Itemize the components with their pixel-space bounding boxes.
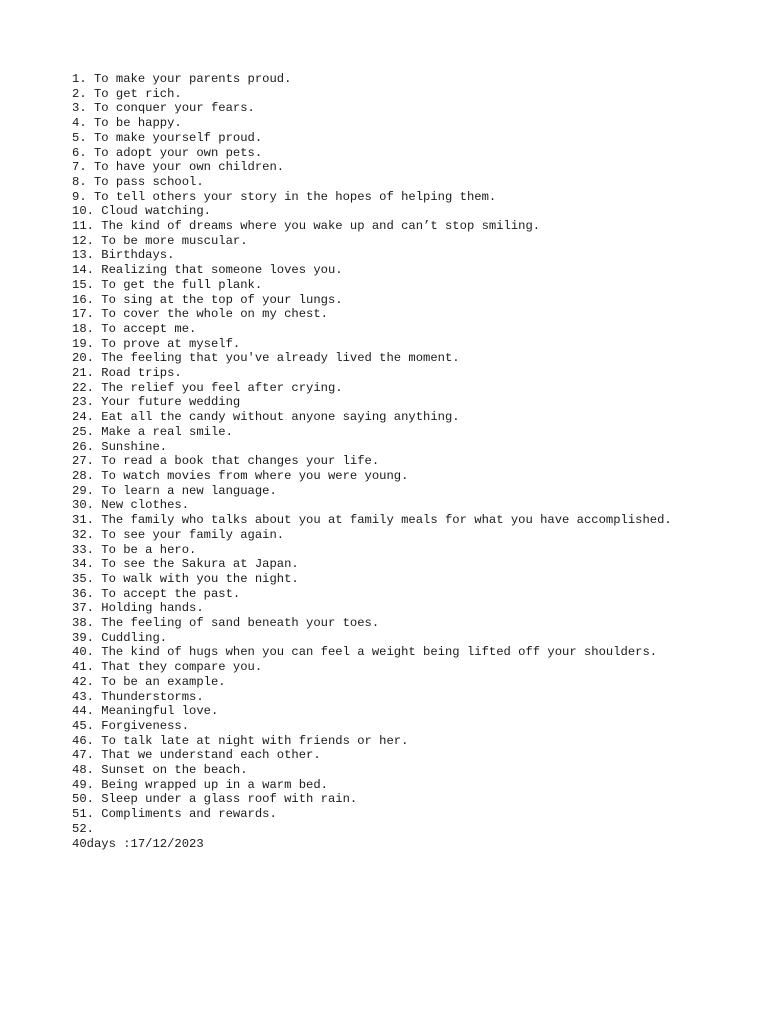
list-item: 43. Thunderstorms. xyxy=(72,689,204,704)
list-item: 52. xyxy=(72,821,94,836)
list-item: 37. Holding hands. xyxy=(72,601,204,616)
list-item: 6. To adopt your own pets. xyxy=(72,145,263,160)
list-item: 5. To make yourself proud. xyxy=(72,130,263,145)
list-item: 44. Meaningful love. xyxy=(72,704,219,719)
list-item: 33. To be a hero. xyxy=(72,542,197,557)
list-item: 49. Being wrapped up in a warm bed. xyxy=(72,777,328,792)
list-item: 26. Sunshine. xyxy=(72,439,168,454)
list-item: 41. That they compare you. xyxy=(72,660,263,675)
list-item: 31. The family who talks about you at family meals for what you have accomplished. xyxy=(72,513,672,528)
list-item: 38. The feeling of sand beneath your toes. xyxy=(72,616,380,631)
list-item: 45. Forgiveness. xyxy=(72,718,190,733)
list-item: 20. The feeling that you've already lived the moment. xyxy=(72,351,460,366)
list-item: 25. Make a real smile. xyxy=(72,424,233,439)
list-item: 3. To conquer your fears. xyxy=(72,101,255,116)
list-item: 21. Road trips. xyxy=(72,366,182,381)
list-item: 50. Sleep under a glass roof with rain. xyxy=(72,792,358,807)
list-item: 40. The kind of hugs when you can feel a weight being lifted off your shoulders. xyxy=(72,645,658,660)
list-item: 12. To be more muscular. xyxy=(72,233,248,248)
list-item: 24. Eat all the candy without anyone saying anything. xyxy=(72,410,460,425)
date-footer-line: 40days :17/12/2023 xyxy=(72,836,204,851)
list-item: 4. To be happy. xyxy=(72,116,182,131)
list-item: 14. Realizing that someone loves you. xyxy=(72,263,343,278)
list-item: 19. To prove at myself. xyxy=(72,336,241,351)
document-page xyxy=(72,72,752,851)
list-item: 10. Cloud watching. xyxy=(72,204,211,219)
list-item: 36. To accept the past. xyxy=(72,586,241,601)
list-item: 27. To read a book that changes your life. xyxy=(72,454,380,469)
list-item: 2. To get rich. xyxy=(72,86,182,101)
list-item: 46. To talk late at night with friends or her. xyxy=(72,733,409,748)
list-item: 15. To get the full plank. xyxy=(72,277,263,292)
list-item: 18. To accept me. xyxy=(72,321,197,336)
list-item: 39. Cuddling. xyxy=(72,630,168,645)
list-item: 32. To see your family again. xyxy=(72,527,285,542)
list-item: 8. To pass school. xyxy=(72,174,204,189)
list-item: 7. To have your own children. xyxy=(72,160,285,175)
list-item: 51. Compliments and rewards. xyxy=(72,807,277,822)
list-item: 17. To cover the whole on my chest. xyxy=(72,307,328,322)
list-item: 35. To walk with you the night. xyxy=(72,571,299,586)
list-item: 42. To be an example. xyxy=(72,674,226,689)
list-item: 48. Sunset on the beach. xyxy=(72,763,248,778)
list-item: 29. To learn a new language. xyxy=(72,483,277,498)
list-item: 34. To see the Sakura at Japan. xyxy=(72,557,299,572)
list-item: 28. To watch movies from where you were young. xyxy=(72,468,409,483)
list-item: 11. The kind of dreams where you wake up and can’t stop smiling. xyxy=(72,219,541,234)
list-item: 30. New clothes. xyxy=(72,498,190,513)
list-item: 47. That we understand each other. xyxy=(72,748,321,763)
list-item: 16. To sing at the top of your lungs. xyxy=(72,292,343,307)
list-item: 9. To tell others your story in the hopes of helping them. xyxy=(72,189,497,204)
list-item: 23. Your future wedding xyxy=(72,395,241,410)
list-item: 13. Birthdays. xyxy=(72,248,175,263)
list-item: 1. To make your parents proud. xyxy=(72,72,292,86)
list-item: 22. The relief you feel after crying. xyxy=(72,380,343,395)
